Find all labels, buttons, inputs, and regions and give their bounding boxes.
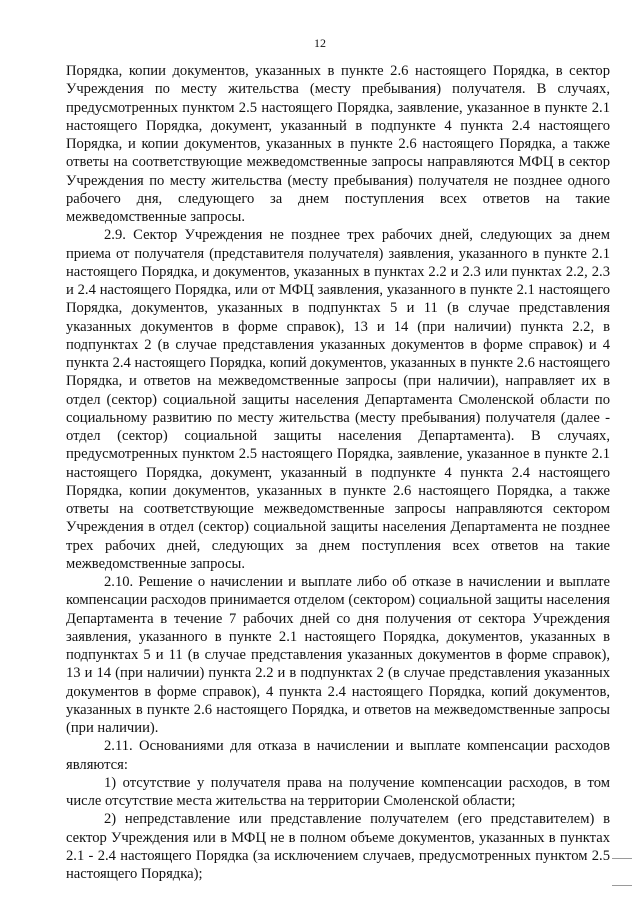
paragraph-2-10: 2.10. Решение о начислении и выплате либо об отказе в начислении и выплате компенсации расходов принимается отделом (сектором) социальной защиты населения Департамента в течение 7 рабочих дней со дня получения от сектора Учреждения заявления, указанного в пункте 2.1 настоящего Порядка, документов, указанных в подпунктах 5 и 11 (в случае представления указанных документов в форме справок), 13 и 14 (при наличии) пункта 2.2 и в подпунктах 2 (в случае представления указанных документов в форме справок), 4 пункта 2.4 настоящего Порядка, копий документов, указанных в пункте 2.6 настоящего Порядка, и ответов на межведомственные запросы (при наличии). — [66, 574, 610, 736]
paragraph-2-11: 2.11. Основаниями для отказа в начислении и выплате компенсации расходов являются: — [66, 738, 610, 773]
page-number: 12 — [314, 36, 326, 50]
paragraph-continuation: Порядка, копии документов, указанных в пункте 2.6 настоящего Порядка, в сектор Учреждения по месту жительства (месту пребывания) получателя. В случаях, предусмотренных пунктом 2.5 настоящего Порядка, заявление, указанное в пункте 2.1 настоящего Порядка, документ, указанный в подпункте 4 пункта 2.4 настоящего Порядка, и копии документов, указанных в пункте 2.6 настоящего Порядка, а также ответы на соответствующие межведомственные запросы направляются МФЦ в сектор Учреждения по месту жительства (месту пребывания) получателя не позднее одного рабочего дня, следующего за днем поступления всех ответов на такие межведомственные запросы. — [66, 63, 610, 225]
list-item-2: 2) непредставление или представление получателем (его представителем) в сектор Учреждения или в МФЦ не в полном объеме документов, указанных в пунктах 2.1 - 2.4 настоящего Порядка (за исключением случаев, предусмотренных пунктом 2.5 настоящего Порядка); — [66, 811, 610, 882]
paragraph-2-9: 2.9. Сектор Учреждения не позднее трех рабочих дней, следующих за днем приема от получателя (представителя получателя) заявления, указанного в пункте 2.1 настоящего Порядка, и документов, указанных в пунктах 2.2 и 2.3 или пунктах 2.2, 2.3 и 2.4 настоящего Порядка, или от МФЦ заявления, указанного в пункте 2.1 настоящего Порядка, документов, указанных в подпунктах 5 и 11 (в случае представления указанных документов в форме справок), 13 и 14 (при наличии) пункта 2.2, в подпунктах 2 (в случае представления указанных документов в форме справок) и 4 пункта 2.4 настоящего Порядка, копий документов, указанных в пункте 2.6 настоящего Порядка, и ответов на межведомственные запросы (при наличии), направляет их в отдел (сектор) социальной защиты населения Департамента Смоленской области по социальному развитию по месту жительства (месту пребывания) получателя (далее - отдел (сектор) социальной защиты населения Департамента). В случаях, предусмотренных пунктом 2.5 настоящего Порядка, заявление, указанное в пункте 2.1 настоящего Порядка, документ, указанный в подпункте 4 пункта 2.4 настоящего Порядка, копии документов, указанных в пункте 2.6 настоящего Порядка, а также ответы на соответствующие межведомственные запросы направляются сектором Учреждения в отдел (сектор) социальной защиты населения Департамента не позднее трех рабочих дней, следующих за днем поступления всех ответов на такие межведомственные запросы. — [66, 227, 610, 572]
scan-edge-mark — [612, 858, 632, 859]
document-body — [66, 62, 610, 883]
list-item-1: 1) отсутствие у получателя права на получение компенсации расходов, в том числе отсутствие места жительства на территории Смоленской области; — [66, 774, 610, 809]
scan-edge-mark — [612, 885, 632, 886]
